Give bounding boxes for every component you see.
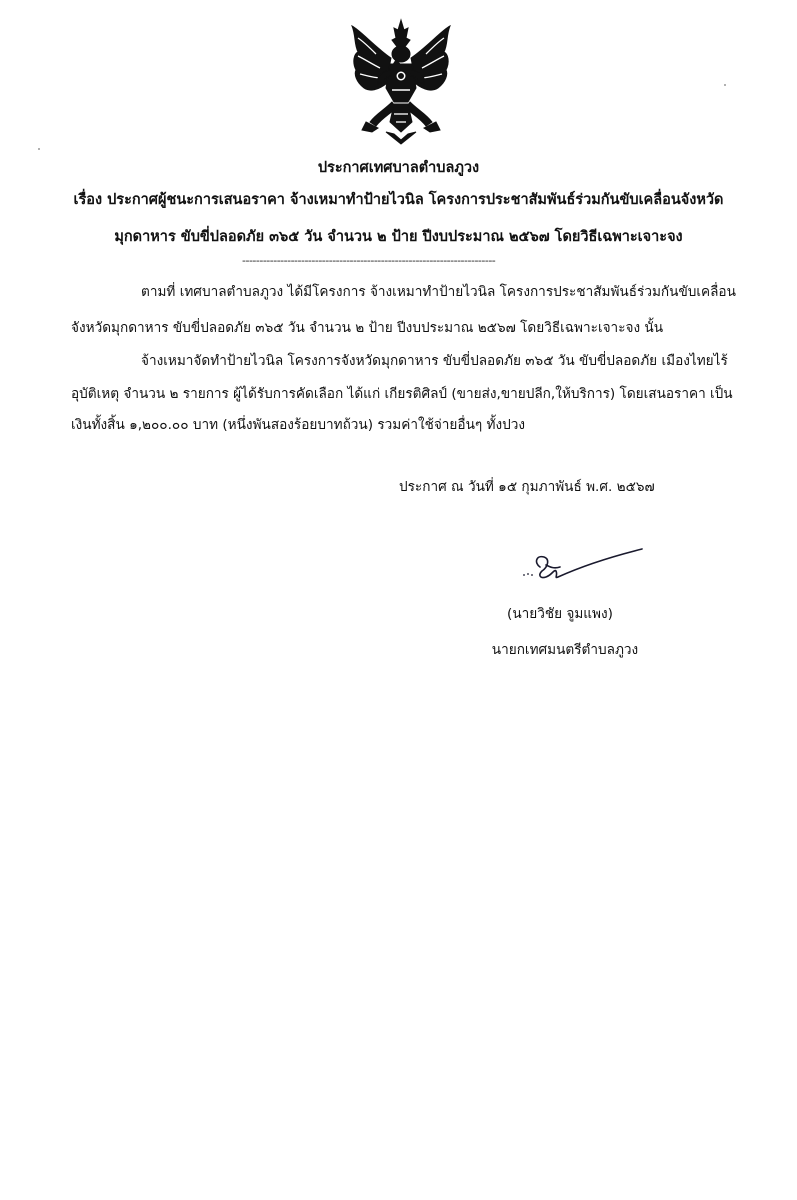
handwritten-signature — [510, 545, 650, 595]
paragraph-1-line-2: จังหวัดมุกดาหาร ขับขี่ปลอดภัย ๓๖๕ วัน จำนวน ๒ ป้าย ปีงบประมาณ ๒๕๖๗ โดยวิธีเฉพาะเจาะจง นั้น — [71, 320, 664, 336]
divider-line: ------------------------------------------------------------------------- — [242, 255, 496, 267]
paragraph-1-line-1: ตามที่ เทศบาลตำบลภูวง ได้มีโครงการ จ้างเหมาทำป้ายไวนิล โครงการประชาสัมพันธ์ร่วมกันขับเคลื่อน — [141, 284, 736, 300]
paragraph-2-line-1: จ้างเหมาจัดทำป้ายไวนิล โครงการจังหวัดมุกดาหาร ขับขี่ปลอดภัย ๓๖๕ วัน ขับขี่ปลอดภัย เมืองไทยไร้ — [141, 353, 728, 369]
announcement-date: ประกาศ ณ วันที่ ๑๕ กุมภาพันธ์ พ.ศ. ๒๕๖๗ — [399, 479, 655, 495]
scan-speck — [38, 148, 40, 150]
garuda-emblem-icon — [346, 18, 456, 146]
subject-line-2: มุกดาหาร ขับขี่ปลอดภัย ๓๖๕ วัน จำนวน ๒ ป้าย ปีงบประมาณ ๒๕๖๗ โดยวิธีเฉพาะเจาะจง — [114, 229, 683, 245]
subject-line-1: เรื่อง ประกาศผู้ชนะการเสนอราคา จ้างเหมาทำป้ายไวนิล โครงการประชาสัมพันธ์ร่วมกันขับเคลื่อนจังหวัด — [73, 192, 724, 208]
signer-position: นายกเทศมนตรีตำบลภูวง — [491, 642, 639, 658]
scan-speck — [724, 84, 726, 86]
announcement-title: ประกาศเทศบาลตำบลภูวง — [317, 160, 480, 176]
paragraph-2-line-2: อุบัติเหตุ จำนวน ๒ รายการ ผู้ได้รับการคัดเลือก ได้แก่ เกียรติศิลป์ (ขายส่ง,ขายปลีก,ให้บริการ) โดยเสนอราคา เป็น — [71, 386, 733, 402]
paragraph-2-line-3: เงินทั้งสิ้น ๑,๒๐๐.๐๐ บาท (หนึ่งพันสองร้อยบาทถ้วน) รวมค่าใช้จ่ายอื่นๆ ทั้งปวง — [71, 417, 525, 433]
signer-name: (นายวิชัย จูมแพง) — [507, 606, 613, 622]
